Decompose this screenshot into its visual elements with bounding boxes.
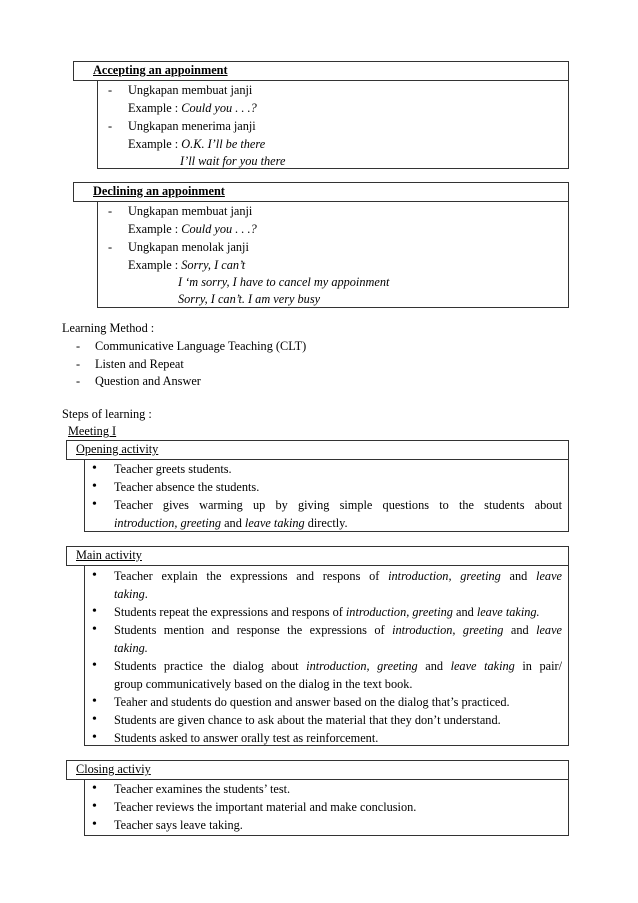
accepting-example1: Example : Could you . . .? [128,101,257,115]
dash: - [76,339,81,353]
list-item: • Students asked to answer orally test as reinforcement. [88,729,562,747]
list-item: • Teacher reviews the important material and make conclusion. [88,798,562,816]
declining-item2: Ungkapan menolak janji [128,240,249,254]
closing-header-box [66,760,569,780]
accepting-example2b: I’ll wait for you there [180,154,286,168]
opening-body [84,459,569,532]
accepting-item1: Ungkapan membuat janji [128,83,253,97]
list-item: • Teacher absence the students. [88,478,562,496]
opening-title: Opening activity [76,442,159,456]
list-item: • Teaher and students do question and answer based on the dialog that’s practiced. [88,693,562,711]
opening-header-box [66,440,569,460]
main-body [84,565,569,746]
learning-method-item: Communicative Language Teaching (CLT) [95,339,307,353]
main-title: Main activity [76,548,142,562]
list-item: • Teacher gives warming up by giving simple questions to the students about introduction, greeting and leave taking directly. [88,496,562,532]
dash: - [108,240,113,254]
declining-item1: Ungkapan membuat janji [128,204,253,218]
list-item: • Teacher examines the students’ test. [88,780,562,798]
declining-body [97,201,569,308]
declining-example2c: Sorry, I can’t. I am very busy [178,292,321,306]
accepting-body [97,80,569,169]
declining-example2: Example : Sorry, I can’t [128,258,246,272]
meeting-title: Meeting I [68,424,117,438]
list-item: • Students mention and response the expressions of introduction, greeting and leave taking. [88,621,562,657]
declining-header-box [73,182,569,202]
list-item: • Teacher greets students. [88,460,562,478]
declining-title: Declining an appoinment [93,184,225,198]
closing-title: Closing activiy [76,762,151,776]
steps-label: Steps of learning : [62,407,152,421]
list-item: • Teacher explain the expressions and respons of introduction, greeting and leave taking. [88,567,562,603]
dash: - [108,83,113,97]
dash: - [108,204,113,218]
main-header-box [66,546,569,566]
accepting-example2: Example : O.K. I’ll be there [128,137,266,151]
closing-body [84,779,569,836]
list-item: • Students repeat the expressions and respons of introduction, greeting and leave taking. [88,603,562,621]
learning-method-label: Learning Method : [62,321,155,335]
accepting-item2: Ungkapan menerima janji [128,119,256,133]
dash: - [76,374,81,388]
accepting-title: Accepting an appoinment [93,63,228,77]
declining-example2b: I ‘m sorry, I have to cancel my appoinment [178,275,390,289]
dash: - [76,357,81,371]
learning-method-item: Listen and Repeat [95,357,184,371]
accepting-header-box [73,61,569,81]
list-item: • Students practice the dialog about introduction, greeting and leave taking in pair/ group communicatively based on the dialog in the text book. [88,657,562,693]
dash: - [108,119,113,133]
declining-example1: Example : Could you . . .? [128,222,257,236]
list-item: • Students are given chance to ask about the material that they don’t understand. [88,711,562,729]
list-item: • Teacher says leave taking. [88,816,562,834]
learning-method-item: Question and Answer [95,374,201,388]
